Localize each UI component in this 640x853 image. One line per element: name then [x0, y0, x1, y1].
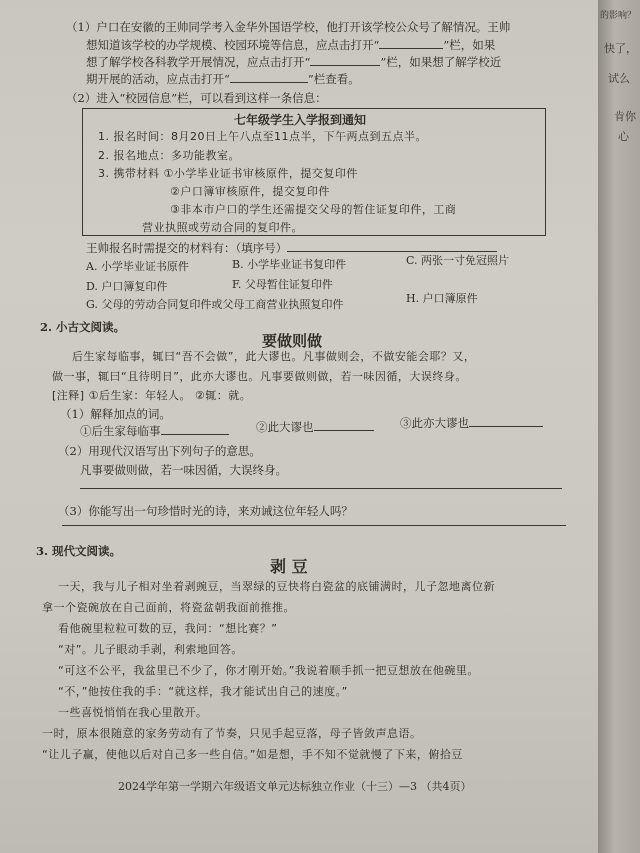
s2-q2: （2）用现代汉语写出下列句子的意思。 — [58, 444, 261, 458]
s2-q2-sentence: 凡事要做则做，若一味因循，大误终身。 — [80, 463, 287, 477]
q1-blank-1[interactable] — [379, 48, 443, 49]
q1-blank-2[interactable] — [310, 65, 380, 66]
passage-1-line2: 做一事，辄曰“且待明日”，此亦大谬也。凡事要做则做，若一味因循，大误终身。 — [52, 370, 467, 383]
q1-line2: 想知道该学校的办学规模、校园环境等信息，应点击打开“ ”栏，如果 — [86, 38, 496, 52]
s2-q3: （3）你能写出一句珍惜时光的诗，来劝诫这位年轻人吗？ — [58, 504, 353, 518]
passage-2-line2: 拿一个瓷碗放在自己面前，将瓷盆朝我面前推推。 — [42, 601, 295, 614]
adjacent-page-edge — [598, 0, 640, 853]
notice-item-3b: ②户口簿审核原件，提交复印件 — [170, 185, 330, 198]
option-f: F. 父母暂住证复印件 — [232, 278, 333, 291]
section-2-title: 要做则做 — [262, 332, 323, 350]
section-3-heading: 3. 现代文阅读。 — [36, 544, 122, 558]
notice-item-3d: 营业执照或劳动合同的复印件。 — [142, 221, 303, 234]
option-g: G. 父母的劳动合同复印件或父母工商营业执照复印件 — [86, 298, 344, 311]
passage-1-line1: 后生家每临事，辄曰“吾不会做”，此大谬也。凡事做则会，不做安能会耶？又， — [72, 350, 476, 363]
passage-2-line4: “对”。儿子眼动手剥，利索地回答。 — [58, 643, 243, 656]
option-c: C. 两张一寸免冠照片 — [406, 254, 510, 267]
q2-question: 王帅报名时需提交的材料有：（填序号） — [86, 241, 497, 255]
s2-q1c: ③此亦大谬也 — [400, 416, 543, 430]
q2-intro: （2）进入“校园信息”栏，可以看到这样一条信息： — [66, 91, 327, 105]
q1-line4: 期开展的活动，应点击打开“ ”栏查看。 — [86, 72, 360, 86]
passage-2-line9: “让儿子赢，使他以后对自己多一些自信。”如是想，手不知不觉就慢了下来，俯拾豆 — [42, 748, 463, 761]
passage-2-line6: “不，”他按住我的手：“就这样，我才能试出自己的速度。” — [58, 685, 348, 698]
side-text-4: 肯你 — [614, 110, 636, 123]
page-footer: 2024学年第一学期六年级语文单元达标独立作业（十三）—3 （共4页） — [118, 780, 472, 793]
s2-q1c-blank[interactable] — [469, 426, 543, 427]
s2-q1b: ②此大谬也 — [256, 420, 374, 434]
s2-q1a-blank[interactable] — [161, 434, 229, 435]
notice-title: 七年级学生入学报到通知 — [234, 113, 367, 127]
notice-item-1: 1. 报名时间：8月20日上午八点至11点半，下午两点到五点半。 — [98, 130, 427, 143]
option-a: A. 小学毕业证书原件 — [86, 260, 189, 273]
q2-answer-blank[interactable] — [287, 251, 497, 252]
s2-q1b-blank[interactable] — [314, 430, 374, 431]
side-text-3: 试么 — [608, 72, 630, 85]
option-d: D. 户口簿复印件 — [86, 280, 168, 293]
passage-2-line5: “可这不公平，我盆里已不少了，你才刚开始。”我说着顺手抓一把豆想放在他碗里。 — [58, 664, 479, 677]
side-text-5: 心 — [618, 130, 629, 143]
notice-item-3: 3. 携带材料 ①小学毕业证书审核原件，提交复印件 — [98, 167, 358, 180]
s2-q1: （1）解释加点的词。 — [60, 407, 171, 421]
option-h: H. 户口簿原件 — [406, 292, 478, 305]
s2-q3-answer-line[interactable] — [62, 525, 566, 526]
option-b: B. 小学毕业证书复印件 — [232, 258, 347, 271]
passage-2-line1: 一天，我与儿子相对坐着剥豌豆，当翠绿的豆快将白瓷盆的底铺满时，儿子忽地离位新 — [58, 580, 495, 593]
section-2-heading: 2. 小古文阅读。 — [40, 320, 126, 334]
notice-item-3c: ③非本市户口的学生还需提交父母的暂住证复印件，工商 — [170, 203, 457, 216]
side-text-1: 的影响？ — [600, 11, 637, 21]
section-3-title: 剥 豆 — [270, 557, 308, 576]
notice-item-2: 2. 报名地点：多功能教室。 — [98, 149, 240, 162]
q1-line1: （1）户口在安徽的王帅同学考入金华外国语学校，他打开该学校公众号了解情况。王帅 — [66, 20, 511, 34]
passage-2-line3: 看他碗里粒粒可数的豆，我问：“想比赛？” — [58, 622, 278, 635]
side-text-2: 快了， — [604, 42, 637, 55]
q1-line3: 想了解学校各科教学开展情况，应点击打开“ ”栏，如果想了解学校近 — [86, 55, 502, 69]
q1-blank-3[interactable] — [230, 82, 308, 83]
s2-q1a: ①后生家每临事 — [80, 424, 229, 438]
s2-q2-answer-line[interactable] — [80, 488, 562, 489]
passage-1-note: [注释] ①后生家：年轻人。 ②辄：就。 — [52, 389, 252, 402]
passage-2-line7: 一些喜悦悄悄在我心里散开。 — [58, 706, 208, 719]
passage-2-line8: 一时，原本很随意的家务劳动有了节奏，只见手起豆落，母子皆敛声息语。 — [42, 727, 422, 740]
